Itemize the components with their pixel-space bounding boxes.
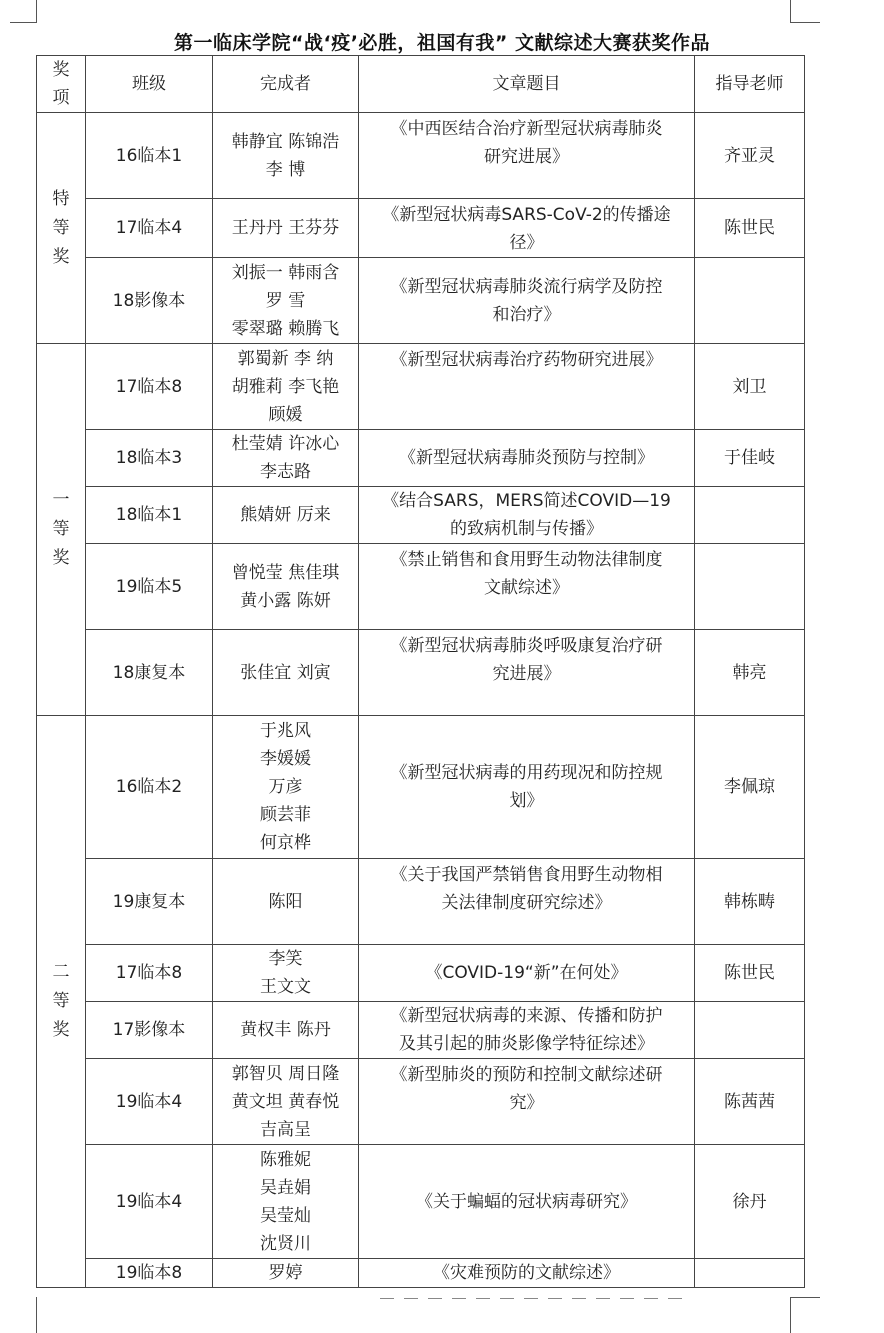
authors-cell: 刘振一 韩雨含 罗 雪 零翠璐 赖腾飞: [213, 258, 359, 344]
class-cell: 18临本1: [86, 487, 213, 544]
authors-cell: 罗婷: [213, 1259, 359, 1288]
class-cell: 19临本4: [86, 1059, 213, 1145]
advisor-cell: 陈茜茜: [695, 1059, 805, 1145]
crop-mark: [36, 0, 37, 22]
table-row: [37, 258, 805, 344]
class-cell: 17临本8: [86, 344, 213, 430]
authors-cell: 王丹丹 王芬芬: [213, 199, 359, 258]
crop-mark: [10, 22, 37, 23]
table-row: [37, 430, 805, 487]
table-row: [37, 1259, 805, 1288]
table-row: [37, 859, 805, 945]
advisor-cell: [695, 258, 805, 344]
advisor-cell: 陈世民: [695, 945, 805, 1002]
table-row: [37, 544, 805, 630]
authors-cell: 韩静宜 陈锦浩 李 博: [213, 113, 359, 199]
article-cell: 《中西医结合治疗新型冠状病毒肺炎 研究进展》: [359, 113, 695, 199]
advisor-cell: [695, 1002, 805, 1059]
class-cell: 19临本5: [86, 544, 213, 630]
header-award: 奖 项: [37, 56, 86, 113]
article-cell: 《新型冠状病毒的用药现况和防控规 划》: [359, 716, 695, 859]
advisor-cell: 陈世民: [695, 199, 805, 258]
advisor-cell: 齐亚灵: [695, 113, 805, 199]
authors-cell: 郭蜀新 李 纳 胡雅莉 李飞艳 顾媛: [213, 344, 359, 430]
advisor-cell: [695, 1259, 805, 1288]
cut-off-text-marks: [360, 1294, 690, 1299]
header-class: 班级: [86, 56, 213, 113]
class-cell: 18临本3: [86, 430, 213, 487]
authors-cell: 李笑 王文文: [213, 945, 359, 1002]
awards-table: [36, 55, 805, 1288]
award-level-first: 一 等 奖: [37, 344, 86, 716]
class-cell: 16临本1: [86, 113, 213, 199]
class-cell: 19临本8: [86, 1259, 213, 1288]
table-row: [37, 344, 805, 430]
table-row: [37, 487, 805, 544]
article-cell: 《新型冠状病毒SARS-CoV-2的传播途 径》: [359, 199, 695, 258]
class-cell: 17临本8: [86, 945, 213, 1002]
authors-cell: 杜莹婧 许冰心 李志路: [213, 430, 359, 487]
authors-cell: 黄权丰 陈丹: [213, 1002, 359, 1059]
class-cell: 17临本4: [86, 199, 213, 258]
advisor-cell: 韩栋畴: [695, 859, 805, 945]
table-row: [37, 1002, 805, 1059]
table-row: [37, 945, 805, 1002]
table-row: [37, 1145, 805, 1259]
table-header-row: [37, 56, 805, 113]
class-cell: 18影像本: [86, 258, 213, 344]
table-row: [37, 630, 805, 716]
class-cell: 19临本4: [86, 1145, 213, 1259]
article-cell: 《新型冠状病毒治疗药物研究进展》: [359, 344, 695, 430]
advisor-cell: [695, 544, 805, 630]
class-cell: 18康复本: [86, 630, 213, 716]
article-cell: 《关于蝙蝠的冠状病毒研究》: [359, 1145, 695, 1259]
class-cell: 19康复本: [86, 859, 213, 945]
award-level-second: 二 等 奖: [37, 716, 86, 1288]
award-level-special: 特 等 奖: [37, 113, 86, 344]
crop-mark: [790, 0, 791, 22]
advisor-cell: 徐丹: [695, 1145, 805, 1259]
table-row: [37, 716, 805, 859]
class-cell: 17影像本: [86, 1002, 213, 1059]
article-cell: 《新型冠状病毒肺炎呼吸康复治疗研 究进展》: [359, 630, 695, 716]
advisor-cell: 于佳岐: [695, 430, 805, 487]
authors-cell: 张佳宜 刘寅: [213, 630, 359, 716]
document-title: 第一临床学院“战‘疫’必胜，祖国有我” 文献综述大赛获奖作品: [173, 32, 711, 54]
authors-cell: 于兆风 李媛媛 万彦 顾芸菲 何京桦: [213, 716, 359, 859]
article-cell: 《结合SARS，MERS简述COVID—19 的致病机制与传播》: [359, 487, 695, 544]
header-authors: 完成者: [213, 56, 359, 113]
authors-cell: 陈阳: [213, 859, 359, 945]
crop-mark: [36, 1297, 37, 1333]
table-row: [37, 199, 805, 258]
advisor-cell: 韩亮: [695, 630, 805, 716]
article-cell: 《新型冠状病毒肺炎流行病学及防控 和治疗》: [359, 258, 695, 344]
article-cell: 《新型冠状病毒肺炎预防与控制》: [359, 430, 695, 487]
crop-mark: [790, 22, 820, 23]
article-cell: 《灾难预防的文献综述》: [359, 1259, 695, 1288]
article-cell: 《新型冠状病毒的来源、传播和防护 及其引起的肺炎影像学特征综述》: [359, 1002, 695, 1059]
class-cell: 16临本2: [86, 716, 213, 859]
header-advisor: 指导老师: [695, 56, 805, 113]
header-article: 文章题目: [359, 56, 695, 113]
authors-cell: 陈雅妮 吴垚娟 吴莹灿 沈贤川: [213, 1145, 359, 1259]
authors-cell: 曾悦莹 焦佳琪 黄小露 陈妍: [213, 544, 359, 630]
article-cell: 《禁止销售和食用野生动物法律制度 文献综述》: [359, 544, 695, 630]
article-cell: 《新型肺炎的预防和控制文献综述研 究》: [359, 1059, 695, 1145]
article-cell: 《关于我国严禁销售食用野生动物相 关法律制度研究综述》: [359, 859, 695, 945]
authors-cell: 郭智贝 周日隆 黄文坦 黄春悦 吉高呈: [213, 1059, 359, 1145]
advisor-cell: 刘卫: [695, 344, 805, 430]
table-row: [37, 113, 805, 199]
article-cell: 《COVID-19“新”在何处》: [359, 945, 695, 1002]
advisor-cell: 李佩琼: [695, 716, 805, 859]
crop-mark: [790, 1297, 820, 1298]
authors-cell: 熊婧妍 厉来: [213, 487, 359, 544]
crop-mark: [790, 1297, 791, 1333]
advisor-cell: [695, 487, 805, 544]
table-row: [37, 1059, 805, 1145]
cut-off-row-fragment: [360, 1289, 690, 1299]
